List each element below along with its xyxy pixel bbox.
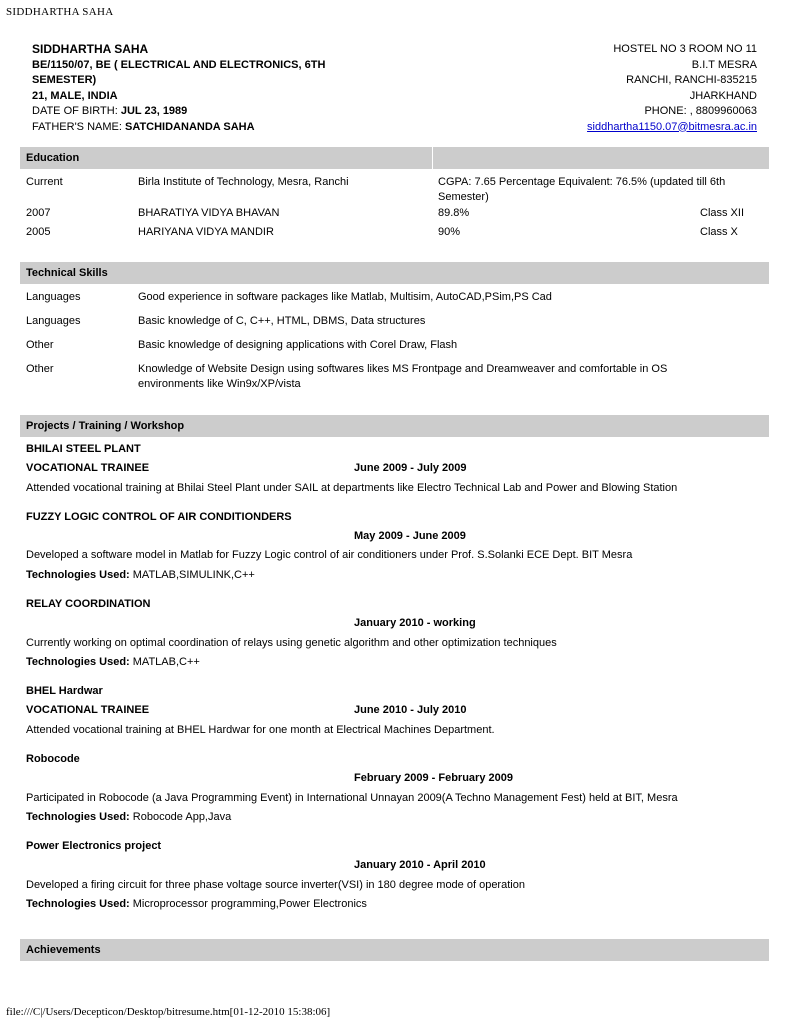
address-line-3: RANCHI, RANCHI-835215: [626, 74, 757, 86]
edu-score: 89.8%: [438, 207, 470, 219]
father-line: [32, 120, 372, 136]
tech-value: MATLAB,SIMULINK,C++: [132, 569, 255, 581]
address-line-2: B.I.T MESRA: [691, 58, 757, 71]
address-line-4: JHARKHAND: [689, 89, 757, 102]
skill-category: Other: [26, 339, 54, 351]
project-description: Participated in Robocode (a Java Programming Event) in International Unnayan 2009(A Techno Management Fest) held at BIT, Mesra: [26, 792, 678, 804]
tech-label: Technologies Used:: [26, 898, 130, 910]
tech-label: Technologies Used:: [26, 569, 130, 581]
skill-description: Basic knowledge of designing applications with Corel Draw, Flash: [138, 339, 458, 351]
skills-header: [20, 262, 769, 284]
project-dates: January 2010 - working: [354, 617, 476, 629]
project-name: BHILAI STEEL PLANT: [26, 443, 141, 455]
contact-info: [587, 42, 757, 135]
footer-url: file:///C|/Users/Decepticon/Desktop/bitresume.htm[01-12-2010 15:38:06]: [6, 1006, 331, 1018]
tech-label: Technologies Used:: [26, 811, 130, 823]
project-dates: January 2010 - April 2010: [354, 859, 486, 871]
project-role: VOCATIONAL TRAINEE: [26, 704, 150, 716]
edu-period: 2005: [26, 226, 51, 238]
skill-category: Languages: [26, 315, 81, 327]
project-name: FUZZY LOGIC CONTROL OF AIR CONDITIONDERS: [26, 511, 292, 523]
project-dates: February 2009 - February 2009: [354, 772, 513, 784]
education-title: Education: [26, 152, 80, 164]
address-line-1: HOSTEL NO 3 ROOM NO 11: [613, 43, 757, 55]
father-value: SATCHIDANANDA SAHA: [124, 120, 255, 133]
project-tech: [26, 897, 367, 912]
header-divider: [432, 147, 433, 169]
roll-line-1: BE/1150/07, BE ( ELECTRICAL AND ELECTRONICS, 6TH: [32, 58, 326, 71]
edu-score-cont: Semester): [438, 191, 489, 203]
project-name: RELAY COORDINATION: [26, 598, 151, 610]
roll-line-2: SEMESTER): [32, 74, 97, 86]
skill-description: Good experience in software packages like Matlab, Multisim, AutoCAD,PSim,PS Cad: [138, 291, 552, 303]
projects-header: [20, 415, 769, 437]
projects-title: Projects / Training / Workshop: [26, 420, 185, 432]
dob-label: DATE OF BIRTH:: [32, 105, 118, 117]
skill-category: Languages: [26, 291, 81, 303]
achievements-header: [20, 939, 769, 961]
edu-institute: HARIYANA VIDYA MANDIR: [138, 226, 274, 238]
project-name: BHEL Hardwar: [26, 685, 103, 697]
age-gender-line: 21, MALE, INDIA: [32, 89, 118, 102]
tech-value: Robocode App,Java: [132, 811, 232, 823]
project-tech: [26, 568, 255, 583]
project-role: VOCATIONAL TRAINEE: [26, 462, 150, 474]
dob-value: JUL 23, 1989: [120, 105, 188, 117]
project-description: Developed a software model in Matlab for Fuzzy Logic control of air conditioners under Prof. S.Solanki ECE Dept. BIT Mesra: [26, 549, 633, 561]
personal-info: [32, 42, 372, 135]
project-name: Robocode: [26, 753, 80, 765]
candidate-name: SIDDHARTHA SAHA: [32, 42, 149, 56]
project-description: Developed a firing circuit for three phase voltage source inverter(VSI) in 180 degree mode of operation: [26, 879, 525, 891]
edu-score: CGPA: 7.65 Percentage Equivalent: 76.5% (updated till 6th: [438, 176, 726, 188]
project-name: Power Electronics project: [26, 840, 162, 852]
project-description: Attended vocational training at BHEL Hardwar for one month at Electrical Machines Department.: [26, 724, 495, 736]
edu-period: 2007: [26, 207, 51, 219]
project-dates: June 2009 - July 2009: [354, 462, 467, 474]
project-tech: [26, 810, 231, 825]
edu-level: Class X: [700, 226, 738, 238]
project-dates: May 2009 - June 2009: [354, 530, 466, 542]
project-description: Currently working on optimal coordination of relays using genetic algorithm and other optimization techniques: [26, 637, 557, 649]
tech-value: Microprocessor programming,Power Electronics: [132, 898, 367, 910]
skill-description: Knowledge of Website Design using softwares likes MS Frontpage and Dreamweaver and comfortable in OS: [138, 363, 668, 375]
skill-description: Basic knowledge of C, C++, HTML, DBMS, Data structures: [138, 315, 426, 327]
project-description: Attended vocational training at Bhilai Steel Plant under SAIL at departments like Electro Technical Lab and Power and Blowing Station: [26, 482, 678, 494]
email-link[interactable]: siddhartha1150.07@bitmesra.ac.in: [587, 120, 757, 133]
edu-level: Class XII: [700, 207, 745, 219]
achievements-title: Achievements: [26, 944, 101, 956]
dob-line: [32, 104, 372, 120]
project-dates: June 2010 - July 2010: [354, 704, 467, 716]
edu-institute: BHARATIYA VIDYA BHAVAN: [138, 207, 280, 219]
tech-value: MATLAB,C++: [132, 656, 200, 668]
skill-category: Other: [26, 363, 54, 375]
skill-description-cont: environments like Win9x/XP/vista: [138, 378, 301, 390]
phone: PHONE: , 8809960063: [644, 105, 757, 117]
edu-score: 90%: [438, 226, 461, 238]
father-label: FATHER'S NAME:: [32, 120, 122, 133]
page-title: SIDDHARTHA SAHA: [6, 6, 114, 18]
skills-title: Technical Skills: [26, 267, 108, 279]
edu-period: Current: [26, 176, 63, 188]
edu-institute: Birla Institute of Technology, Mesra, Ranchi: [138, 176, 349, 188]
project-tech: [26, 655, 200, 670]
education-header: [20, 147, 769, 169]
tech-label: Technologies Used:: [26, 656, 130, 668]
